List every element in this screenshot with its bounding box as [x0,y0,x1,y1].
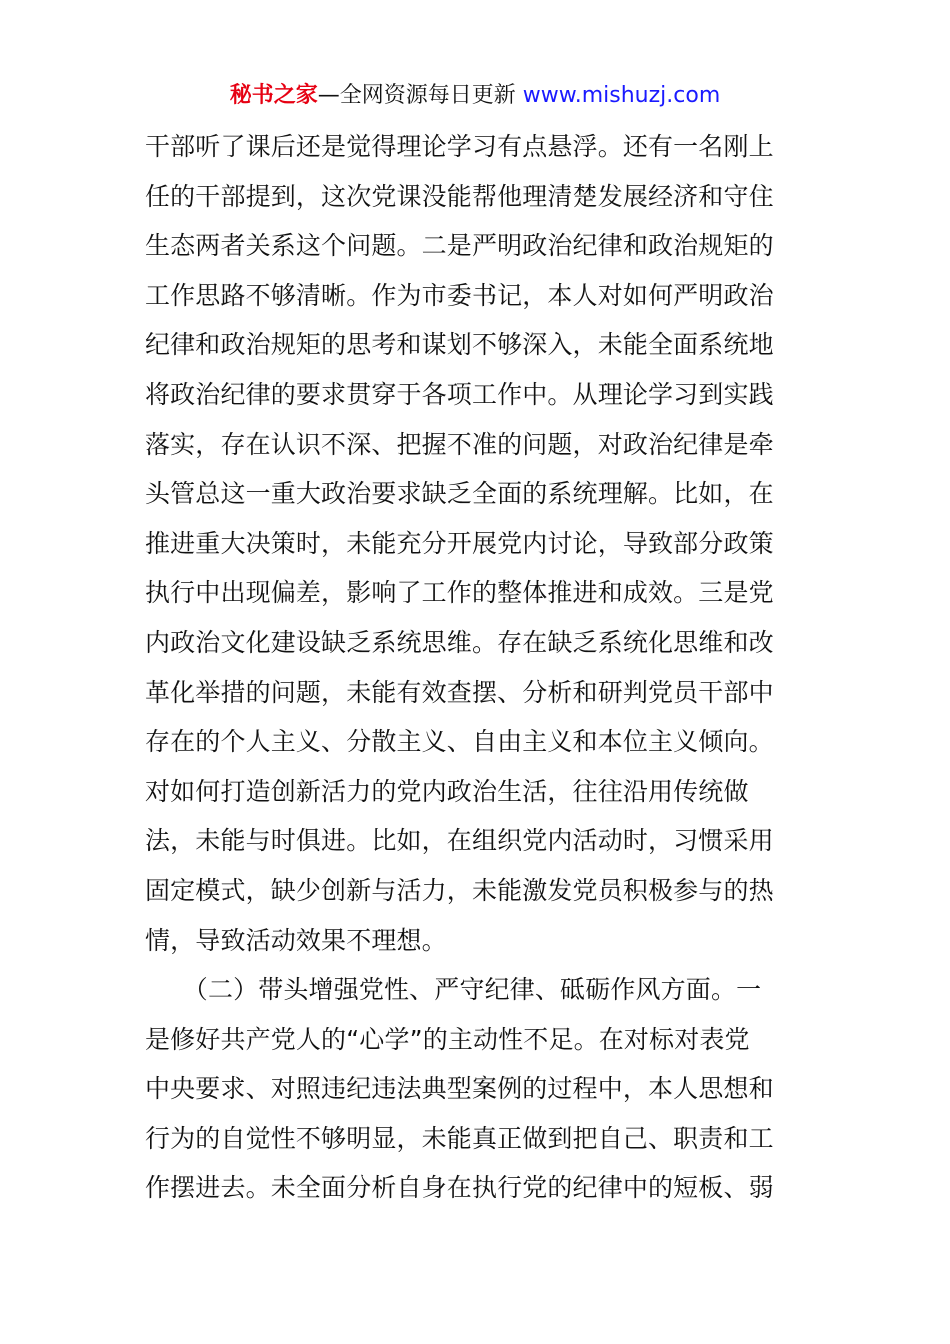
text-line: 情，导致活动效果不理想。 [145,925,447,955]
text-line: 任的干部提到，这次党课没能帮他理清楚发展经济和守住 [145,181,774,211]
text-line: 中央要求、对照违纪违法典型案例的过程中，本人思想和 [145,1074,774,1104]
text-line: 生态两者关系这个问题。二是严明政治纪律和政治规矩的 [145,231,774,261]
text-line: 革化举措的问题，未能有效查摆、分析和研判党员干部中 [145,677,774,707]
text-line: 执行中出现偏差，影响了工作的整体推进和成效。三是党 [145,578,774,608]
text-line: 行为的自觉性不够明显，未能真正做到把自己、职责和工 [145,1123,774,1153]
text-line: 对如何打造创新活力的党内政治生活，往往沿用传统做 [145,776,749,806]
section-heading-line: （二）带头增强党性、严守纪律、砥砺作风方面。一 [145,975,762,1005]
text-line: 存在的个人主义、分散主义、自由主义和本位主义倾向。 [145,727,774,757]
text-line: 工作思路不够清晰。作为市委书记，本人对如何严明政治 [145,280,774,310]
text-line: 落实，存在认识不深、把握不准的问题，对政治纪律是牵 [145,429,774,459]
document-body [145,122,810,1213]
text-line: 法，未能与时俱进。比如，在组织党内活动时，习惯采用 [145,826,774,856]
site-url-link[interactable]: www.mishuzj.com [522,83,721,108]
text-line: 作摆进去。未全面分析自身在执行党的纪律中的短板、弱 [145,1173,774,1203]
text-line: 固定模式，缺少创新与活力，未能激发党员积极参与的热 [145,875,774,905]
page-header [0,80,950,112]
text-line: 头管总这一重大政治要求缺乏全面的系统理解。比如，在 [145,479,774,509]
brand-name: 秘书之家 [229,83,318,108]
text-line: 内政治文化建设缺乏系统思维。存在缺乏系统化思维和改 [145,627,774,657]
text-line: 将政治纪律的要求贯穿于各项工作中。从理论学习到实践 [145,379,774,409]
header-tagline: —全网资源每日更新 [317,83,516,108]
text-line: 是修好共产党人的“心学”的主动性不足。在对标对表党 [145,1024,750,1054]
text-line: 纪律和政治规矩的思考和谋划不够深入，未能全面系统地 [145,330,774,360]
text-line: 干部听了课后还是觉得理论学习有点悬浮。还有一名刚上 [145,132,774,161]
text-line: 推进重大决策时，未能充分开展党内讨论，导致部分政策 [145,528,774,558]
